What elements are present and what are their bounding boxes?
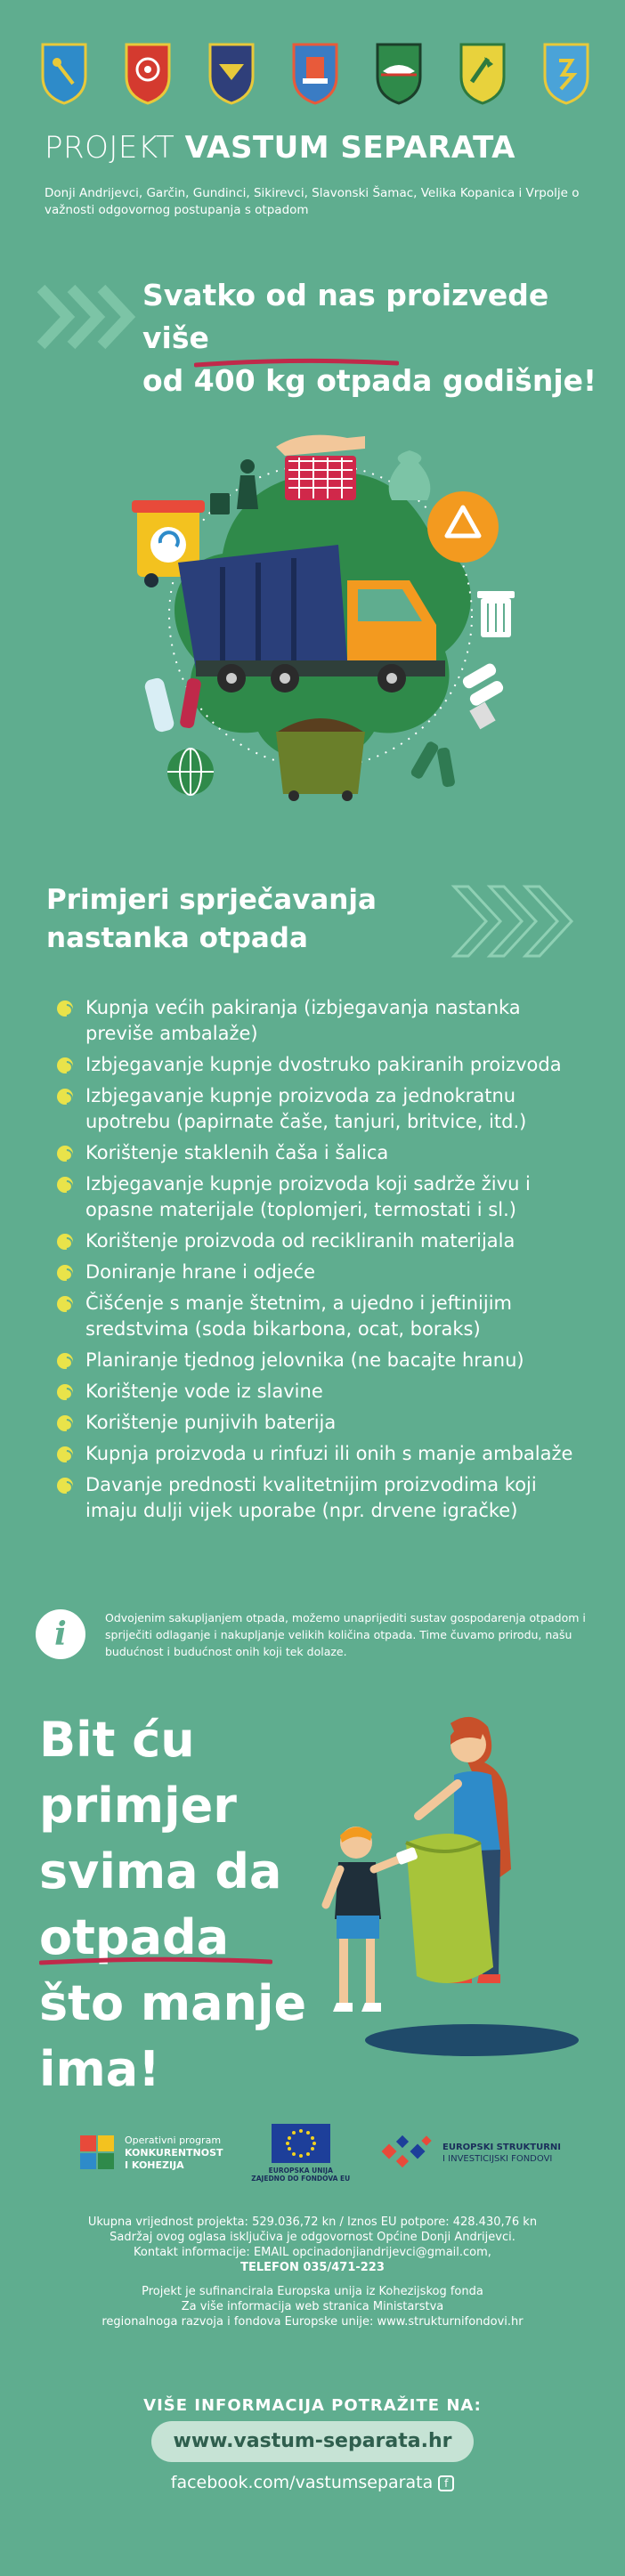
municipality-crests bbox=[39, 41, 591, 109]
crest-gundinci-icon bbox=[207, 41, 256, 105]
bullet-icon bbox=[57, 1353, 73, 1369]
list-item: Korištenje staklenih čaša i šalica bbox=[53, 1140, 588, 1166]
bullet-icon bbox=[57, 1296, 73, 1312]
bullet-icon bbox=[57, 1000, 73, 1017]
list-item: Kupnja većih pakiranja (izbjegavanja nastanka previše ambalaže) bbox=[53, 995, 588, 1047]
waste-sorting-illustration bbox=[125, 411, 516, 803]
garbage-bag-icon bbox=[406, 1834, 493, 1983]
funding-logos bbox=[80, 2122, 561, 2184]
hand-icon bbox=[276, 435, 365, 456]
dumpster-icon bbox=[276, 718, 365, 801]
crest-velika-kopanica-icon bbox=[458, 41, 507, 105]
list-item: Kupnja proizvoda u rinfuzi ili onih s manje ambalaže bbox=[53, 1441, 588, 1467]
info-icon: i bbox=[36, 1609, 85, 1659]
shadow-shape bbox=[365, 2024, 579, 2056]
bottles-icon bbox=[143, 676, 202, 733]
child-icon bbox=[326, 1827, 418, 2012]
list-item: Korištenje vode iz slavine bbox=[53, 1379, 588, 1405]
recycle-symbol-icon bbox=[427, 491, 499, 563]
list-item: Izbjegavanje kupnje proizvoda koji sadrže živu i opasne materijale (toplomjeri, termostati i sl.) bbox=[53, 1171, 588, 1223]
person-recycling-icon bbox=[210, 459, 258, 514]
list-item: Korištenje proizvoda od recikliranih materijala bbox=[53, 1228, 588, 1254]
slogan-line-1: Svatko od nas proizvede više bbox=[142, 278, 549, 355]
logo-operational-programme: Operativni program KONKURENTNOST I KOHEZIJA bbox=[80, 2135, 223, 2172]
crest-donji-andrijevci-icon bbox=[39, 41, 89, 105]
pledge-heading: Bit ću primjer svima da otpada što manje ima! bbox=[39, 1712, 307, 2097]
logo-european-union: EUROPSKA UNIJA ZAJEDNO DO FONDOVA EU bbox=[251, 2124, 350, 2183]
list-item: Korištenje punjivih baterija bbox=[53, 1410, 588, 1436]
examples-list bbox=[53, 995, 588, 1529]
bullet-icon bbox=[57, 1415, 73, 1431]
project-title: PROJEKT VASTUM SEPARATA bbox=[45, 130, 515, 166]
garbage-bag-icon bbox=[389, 450, 431, 500]
crest-sikirevci-icon bbox=[290, 41, 340, 105]
funding-info: Ukupna vrijednost projekta: 529.036,72 kn / Iznos EU potpore: 428.430,76 kn Sadržaj ovog oglasa isključiva je odgovornost Općine Donji Andrijevci. Kontakt informacije: EMAIL opcinadonjiandrijevci@gmail.com, TELEFON 035/471-223 Projekt je sufinancirala Europska unija iz Kohezijskog fonda Za više informacija web stranica Ministarstva regionalnoga razvoja i fondova Europske unije: www.strukturnifondovi.hr bbox=[87, 2216, 538, 2329]
esif-logo-icon bbox=[378, 2134, 435, 2173]
bullet-icon bbox=[57, 1089, 73, 1105]
slogan-line-2: od 400 kg otpada godišnje! bbox=[142, 363, 597, 398]
list-item: Čišćenje s manje štetnim, a ujedno i jeftinijim sredstvima (soda bikarbona, ocat, boraks) bbox=[53, 1291, 588, 1342]
info-text: Odvojenim sakupljanjem otpada, možemo unaprijediti sustav gospodarenja otpadom i spriječiti odlaganje i nakupljanje velikih količina otpada. Time čuvamo prirodu, našu budućnost i budućnost onih koji tek dolaze. bbox=[105, 1611, 586, 1658]
bullet-icon bbox=[57, 1384, 73, 1400]
globe-icon bbox=[167, 749, 214, 795]
glass-bottles-icon bbox=[410, 740, 456, 787]
bullet-icon bbox=[57, 1478, 73, 1494]
crest-garcin-icon bbox=[123, 41, 173, 105]
more-info-label: VIŠE INFORMACIJA POTRAŽITE NA: bbox=[143, 2396, 482, 2415]
project-subtitle: Donji Andrijevci, Garčin, Gundinci, Sikirevci, Slavonski Šamac, Velika Kopanica i Vrpolje o važnosti odgovornog postupanja s otpadom bbox=[45, 186, 580, 217]
bullet-icon bbox=[57, 1265, 73, 1281]
list-item: Davanje prednosti kvalitetnijim proizvodima koji imaju dulji vijek uporabe (npr. drvene igračke) bbox=[53, 1472, 588, 1524]
bullet-icon bbox=[57, 1177, 73, 1193]
trash-can-icon bbox=[477, 591, 515, 637]
op-logo-icon bbox=[80, 2135, 116, 2171]
slogan bbox=[142, 274, 605, 402]
energy-saving-bulb-icon bbox=[461, 661, 506, 729]
chevrons-decoration-icon bbox=[36, 281, 142, 352]
website-link[interactable]: www.vastum-separata.hr bbox=[151, 2421, 474, 2462]
chevrons-outline-decoration-icon bbox=[445, 881, 579, 961]
facebook-icon: f bbox=[438, 2475, 454, 2491]
bullet-icon bbox=[57, 1446, 73, 1462]
crest-vrpolje-icon bbox=[541, 41, 591, 105]
bullet-icon bbox=[57, 1057, 73, 1073]
bullet-icon bbox=[57, 1146, 73, 1162]
facebook-link[interactable]: facebook.com/vastumseparata f bbox=[0, 2473, 625, 2492]
mother-and-child-illustration bbox=[294, 1709, 597, 2065]
slogan-underline-icon bbox=[194, 356, 399, 369]
list-item: Izbjegavanje kupnje proizvoda za jednokratnu upotrebu (papirnate čaše, tanjuri, britvice, itd.) bbox=[53, 1083, 588, 1135]
logo-esi-funds: EUROPSKI STRUKTURNI I INVESTICIJSKI FONDOVI bbox=[378, 2134, 561, 2173]
list-item: Doniranje hrane i odjeće bbox=[53, 1260, 588, 1285]
examples-title: Primjeri sprječavanja nastanka otpada bbox=[46, 884, 377, 954]
crest-slavonski-samac-icon bbox=[374, 41, 424, 105]
eu-flag-icon bbox=[272, 2124, 330, 2163]
list-item: Planiranje tjednog jelovnika (ne bacajte hranu) bbox=[53, 1348, 588, 1373]
pledge-underline-icon bbox=[39, 1955, 272, 1967]
bullet-icon bbox=[57, 1234, 73, 1250]
list-item: Izbjegavanje kupnje dvostruko pakiranih proizvoda bbox=[53, 1052, 588, 1078]
